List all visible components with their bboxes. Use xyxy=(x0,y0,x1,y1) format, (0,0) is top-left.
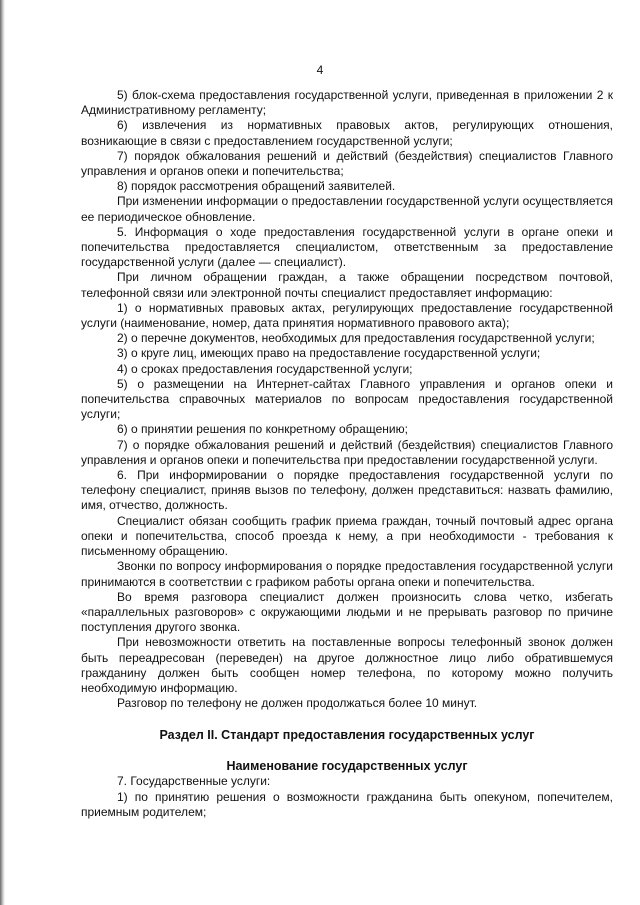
paragraph: При изменении информации о предоставлении государственной услуги осуществляется ее периодическое обновление. xyxy=(81,194,613,224)
paragraph: 6) о принятии решения по конкретному обращению; xyxy=(117,422,408,437)
page-number: 4 xyxy=(316,63,324,77)
paragraph: 6) извлечения из нормативных правовых актов, регулирующих отношения, возникающие в связи с предоставлением государственной услуги; xyxy=(81,118,613,148)
paragraph: 3) о круге лиц, имеющих право на предоставление государственной услуги; xyxy=(117,346,541,361)
paragraph: 7) порядок обжалования решений и действий (бездействия) специалистов Главного управления и органов опеки и попечительства; xyxy=(81,148,613,179)
paragraph: 1) по принятию решения о возможности гражданина быть опекуном, попечителем, приемным родителем; xyxy=(81,789,613,819)
paragraph: Специалист обязан сообщить график приема граждан, точный почтовый адрес органа опеки и попечительства, способ проезда к нему, а при необходимости - требования к письменному обращению. xyxy=(81,513,613,559)
paragraph: 1) о нормативных правовых актах, регулирующих предоставление государственной услуги (наименование, номер, дата принятия нормативного правового акта); xyxy=(81,300,613,331)
paragraph: 7. Государственные услуги: xyxy=(117,774,271,789)
paragraph: Звонки по вопросу информирования о порядке предоставления государственной услуги принимаются в соответствии с графиком работы органа опеки и попечительства. xyxy=(81,559,613,589)
paragraph: Во время разговора специалист должен произносить слова четко, избегать «параллельных разговоров» с окружающими людьми и не прерывать разговор по причине поступления другого звонка. xyxy=(81,589,613,635)
paragraph: При невозможности ответить на поставленные вопросы телефонный звонок должен быть переадресован (переведен) на другое должностное лицо либо обратившемуся гражданину должен быть сообщен номер телефона, по которому можно получить необходимую информацию. xyxy=(81,635,613,695)
paragraph: 5) о размещении на Интернет-сайтах Главного управления и органов опеки и попечительства справочных материалов по вопросам предоставления государственной услуги; xyxy=(81,376,613,422)
paragraph: 6. При информировании о порядке предоставления государственной услуги по телефону специалист, приняв вызов по телефону, должен представиться: назвать фамилию, имя, отчество, должность. xyxy=(81,468,613,513)
paragraph: 5) блок-схема предоставления государственной услуги, приведенная в приложении 2 к Административному регламенту; xyxy=(81,88,613,118)
paragraph: Разговор по телефону не должен продолжаться более 10 минут. xyxy=(117,696,478,711)
paragraph: 7) о порядке обжалования решений и действий (бездействия) специалистов Главного управления и органов опеки и попечительства при предоставлении государственной услуги. xyxy=(81,437,613,467)
paragraph: 5. Информация о ходе предоставления государственной услуги в органе опеки и попечительства предоставляется специалистом, ответственным за предоставление государственной услуги (далее — специалист). xyxy=(81,224,613,270)
paragraph: 8) порядок рассмотрения обращений заявителей. xyxy=(117,179,396,194)
paragraph: 4) о сроках предоставления государственной услуги; xyxy=(117,361,413,376)
section-title: Раздел II. Стандарт предоставления государственных услуг xyxy=(159,728,535,743)
paragraph: При личном обращении граждан, а также обращении посредством почтовой, телефонной связи или электронной почты специалист предоставляет информацию: xyxy=(81,270,613,300)
subsection-title: Наименование государственных услуг xyxy=(226,759,468,774)
scan-edge xyxy=(0,0,5,905)
document-body xyxy=(81,88,613,820)
paragraph: 2) о перечне документов, необходимых для предоставления государственной услуги; xyxy=(117,331,595,346)
